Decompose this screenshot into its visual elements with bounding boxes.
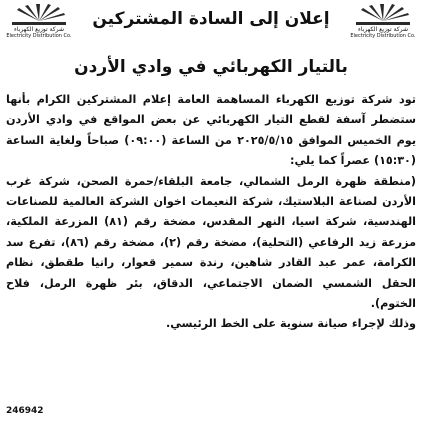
notice-locations-paragraph: (منطقة ظهرة الرمل الشمالي، جامعة البلقاء/حمرة الصحن، شركة غرب الأردن لصناعة البلاستيك، شركة النعيمات اخوان الشركة العالمية للصناعات الهندسية، شركة اسيا، النهر المقدس، مضخة رقم (٨١) المزرعة الملكية، مزرعة زيد الرفاعي (التحلية)، مضخة رقم (٢)، مضخة رقم (٨٦)، تفرع سد الكرامة، عمر عبد القادر شاهين، رندة سمير قعوار، رانيا طقطق، نظام الحقل الشمسي الضمان الاجتماعي، الدقاق، بئر ظهرة الرمل، فلاح الختوم).: [6, 174, 417, 311]
sunburst-logo-icon: [9, 4, 69, 26]
notice-subtitle: بالتيار الكهربائي في وادي الأردن: [74, 57, 348, 77]
notice-intro-paragraph: تود شركة توزيع الكهرباء المساهمة العامة إعلام المشتركين الكرام بأنها ستضطر آسفة لقطع التيار الكهربائي عن بعض المواقع في وادي الأردن يوم الخميس الموافق ٢٠٢٥/٥/١٥ من الساعة (٠٩:٠٠) صباحاً ولغاية الساعة (١٥:٣٠) عصراً كما يلي:: [6, 93, 417, 168]
notice-title: إعلان إلى السادة المشتركين: [92, 9, 330, 29]
sunburst-logo-icon: [353, 4, 413, 26]
logo-name-en: Electricity Distribution Co.: [6, 33, 72, 39]
reference-number: 246942: [6, 406, 44, 416]
notice-body: [6, 90, 416, 335]
notice-closing-paragraph: وذلك لإجراء صيانة سنوية على الخط الرئيسي.: [165, 317, 416, 331]
company-logo-right: [348, 4, 418, 40]
logo-name-ar: شركة توزيع الكهرباء: [358, 26, 408, 33]
logo-name-en: Electricity Distribution Co.: [350, 33, 416, 39]
logo-name-ar: شركة توزيع الكهرباء: [14, 26, 64, 33]
company-logo-left: [4, 4, 74, 40]
